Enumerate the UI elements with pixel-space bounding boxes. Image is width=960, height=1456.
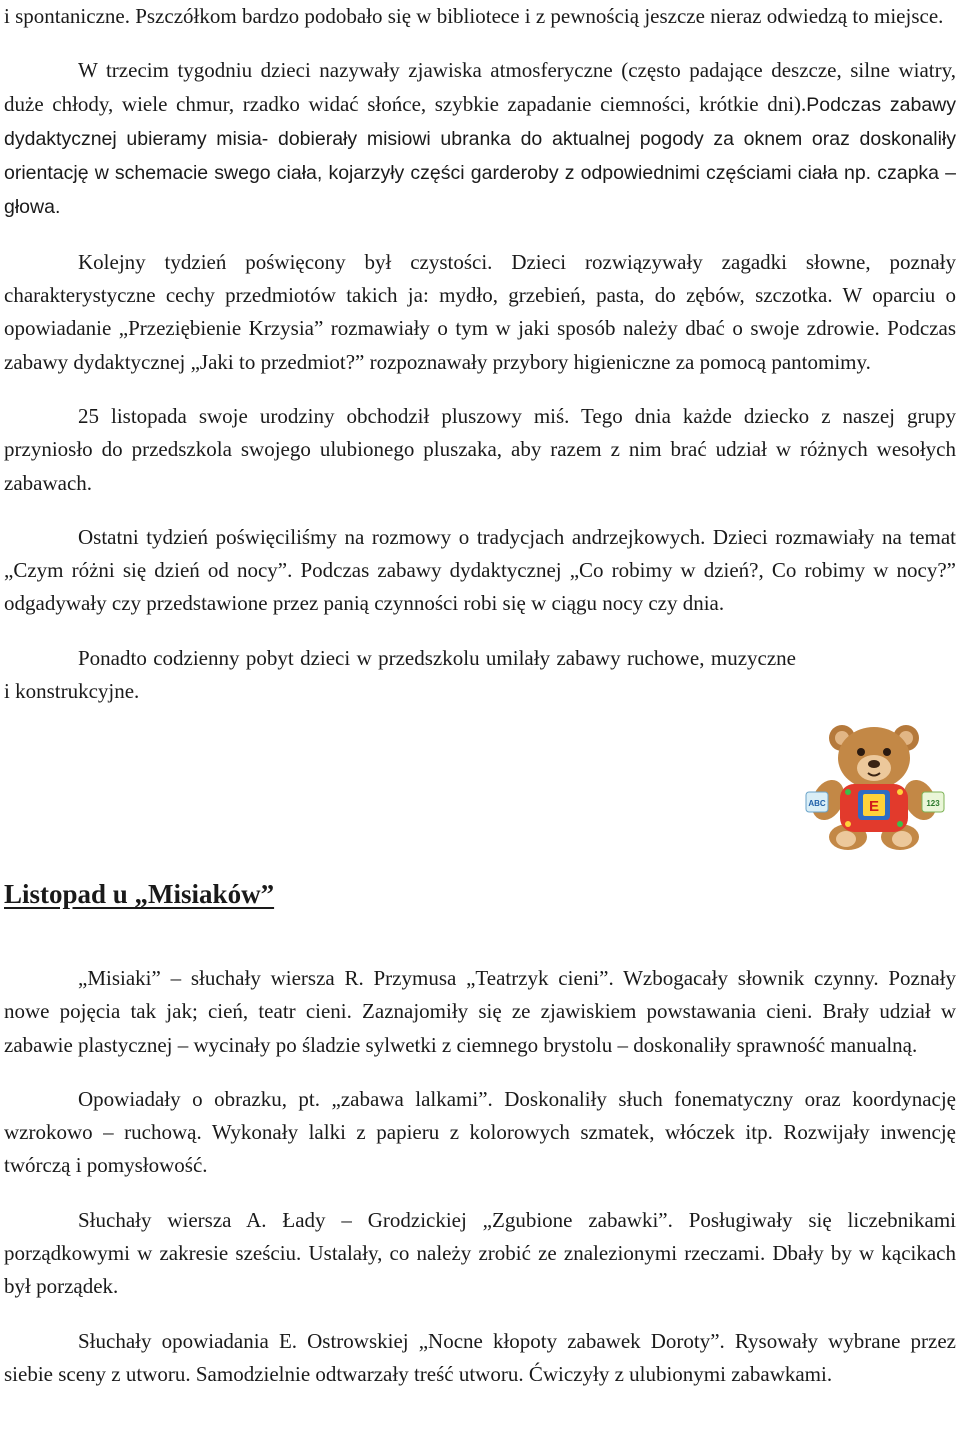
paragraph-week4: Kolejny tydzień poświęcony był czystości. Dzieci rozwiązywały zagadki słowne, poznały charakterystyczne cechy przedmiotów takich ja: mydło, grzebień, pasta, do zębów, szczotka. W oparciu o opowiadanie „Przeziębienie Krzysia” rozmawiały o tym w jaki sposób należy dbać o swoje zdrowie. Podczas zabawy dydaktycznej „Jaki to przedmiot?” rozpoznawały przybory higieniczne za pomocą pantomimy. (4, 249, 956, 374)
section-heading: Listopad u „Misiaków” (4, 879, 275, 909)
paragraph-birthday: 25 listopada swoje urodziny obchodził pluszowy miś. Tego dnia każde dziecko z naszej grupy przyniosło do przedszkola swojego ulubionego pluszaka, aby razem z nim brać udział w różnych wesołych zabawach. (4, 403, 956, 495)
bear-block-e: E (868, 798, 880, 815)
paragraph-zabawki: Słuchały wiersza A. Łady – Grodzickiej „Zgubione zabawki”. Posługiwały się liczebnikami porządkowymi w zakresie sześciu. Ustalały, co należy zrobić ze znalezionymi rzeczami. Dbały by w kącikach był porządek. (4, 1207, 956, 1299)
bear-block-123: 123 (926, 799, 940, 808)
week3-serif-text: W trzecim tygodniu dzieci nazywały zjawiska atmosferyczne (często padające deszcze, silne wiatry, duże chłody, wiele chmur, rzadko widać słońce, szybkie zapadanie ciemności, krótkie dni). (4, 58, 956, 116)
week3-sans-text: Podczas zabawy dydaktycznej ubieramy misia- dobierały misiowi ubranka do aktualnej pogody za oknem oraz doskonaliły orientację w schemacie swego ciała, kojarzyły części garderoby z odpowiednimi częściami ciała np. czapka –głowa. (4, 93, 956, 219)
paragraph-week3 (4, 54, 956, 224)
teddy-bear-icon (800, 722, 950, 852)
section-misiaki (4, 962, 956, 1391)
paragraph-lalki: Opowiadały o obrazku, pt. „zabawa lalkami”. Doskonaliły słuch fonematyczny oraz koordynację wzrokowo – ruchową. Wykonały lalki z papieru z kolorowych szmatek, włóczek itp. Rozwijały inwencję twórczą i pomysłowość. (4, 1086, 956, 1178)
bear-block-abc: ABC (808, 799, 826, 808)
paragraph-dorota: Słuchały opowiadania E. Ostrowskiej „Nocne kłopoty zabawek Doroty”. Rysowały wybrane przez siebie sceny z utworu. Samodzielnie odtwarzały treść utworu. Ćwiczyły z ulubionymi zabawkami. (4, 1328, 956, 1386)
document-page (4, 0, 956, 708)
paragraph-ponadto: Ponadto codzienny pobyt dzieci w przedszkolu umilały zabawy ruchowe, muzyczne i konstrukcyjne. (4, 645, 796, 704)
paragraph-last-week: Ostatni tydzień poświęciliśmy na rozmowy o tradycjach andrzejkowych. Dzieci rozmawiały na temat „Czym różni się dzień od nocy”. Podczas zabawy dydaktycznej „Co robimy w dzień?, Co robimy w nocy?” odgadywały czy przedstawione przez panią czynności robi się w ciągu nocy czy dnia. (4, 524, 956, 616)
paragraph-teatrzyk: „Misiaki” – słuchały wiersza R. Przymusa „Teatrzyk cieni”. Wzbogacały słownik czynny. Poznały nowe pojęcia tak jak; cień, teatr cieni. Zaznajomiły się ze zjawiskiem powstawania cieni. Brały udział w zabawie plastycznej – wycinały po śladzie sylwetki z ciemnego brystolu – doskonaliły sprawność manualną. (4, 966, 956, 1057)
paragraph-library: i spontaniczne. Pszczółkom bardzo podobało się w bibliotece i z pewnością jeszcze nieraz odwiedzą to miejsce. (4, 4, 944, 28)
